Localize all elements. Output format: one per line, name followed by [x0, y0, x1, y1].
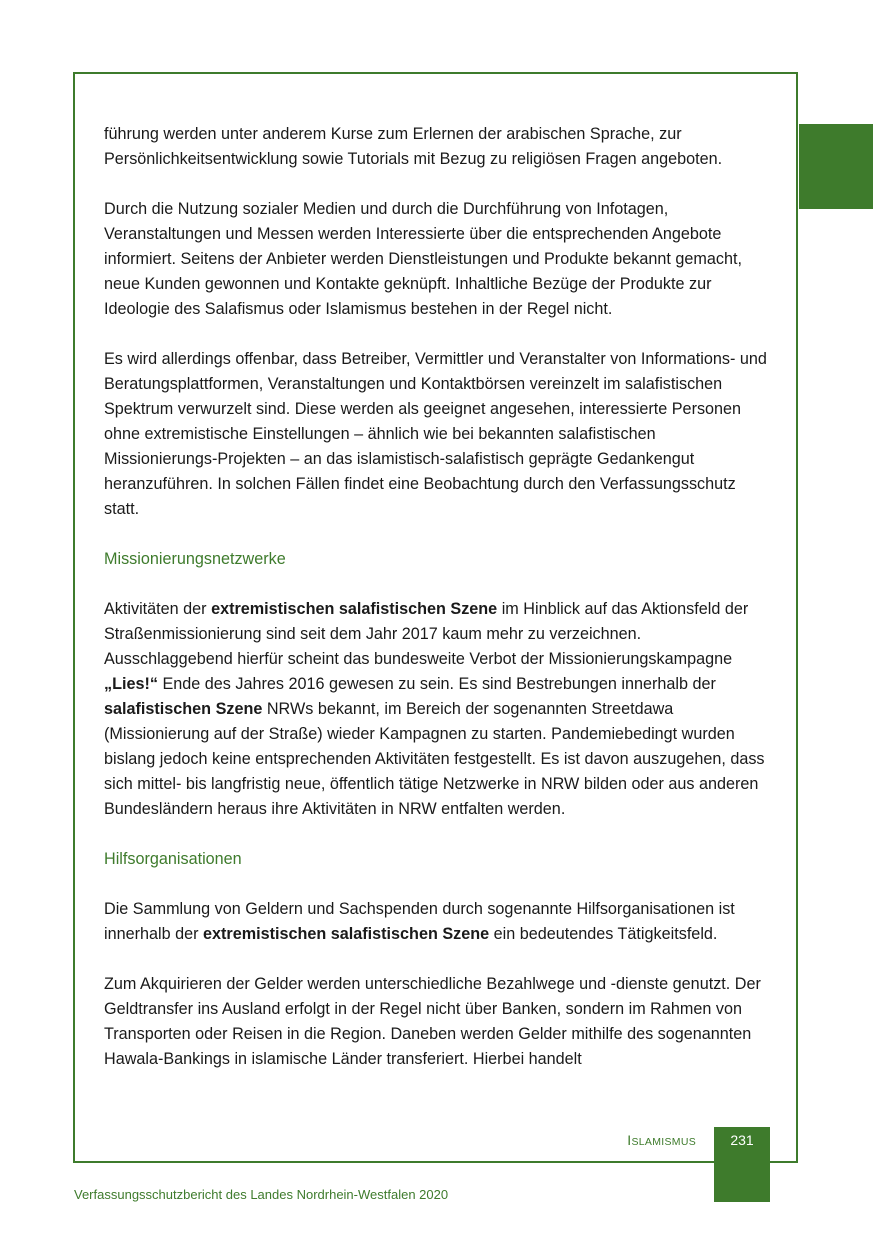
section-label [560, 1131, 696, 1151]
text-run: Die Sammlung von Geldern und Sachspenden durch sogenannte Hilfsorganisationen ist innerhalb der [104, 900, 735, 943]
paragraph-2: Durch die Nutzung sozialer Medien und durch die Durchführung von Infotagen, Veranstaltungen und Messen werden Interessierte über die entsprechenden Angebote informiert. Seitens der Anbieter werden Dienstleistungen und Produkte bekannt gemacht, neue Kunden gewonnen und Kontakte geknüpft. Inhaltliche Bezüge der Produkte zur Ideologie des Salafismus oder Islamismus bestehen in der Regel nicht. [104, 200, 742, 318]
bold-term: salafistischen Szene [104, 700, 263, 718]
bold-term: extremistischen salafistischen Szene [211, 600, 498, 618]
paragraph-1: führung werden unter anderem Kurse zum Erlernen der arabischen Sprache, zur Persönlichkeitsentwicklung sowie Tutorials mit Bezug zu religiösen Fragen angeboten. [104, 125, 723, 168]
chapter-tab-marker [799, 124, 873, 209]
text-run: im Hinblick auf das Aktionsfeld der Straßenmissionierung sind seit dem Jahr 2017 kaum mehr zu verzeichnen. Ausschlaggebend hierfür scheint das bundesweite Verbot der Missionierungskampagne [104, 600, 749, 668]
page-number: 231 [730, 1132, 754, 1148]
page-number-box [714, 1127, 770, 1202]
text-run: ein bedeutendes Tätigkeitsfeld. [489, 925, 718, 943]
text-run: Aktivitäten der [104, 600, 212, 618]
paragraph-4 [104, 597, 772, 822]
section-label-initial: I [627, 1132, 632, 1148]
bold-term: „Lies!“ [104, 675, 158, 693]
footer-title: Verfassungsschutzbericht des Landes Nordrhein-Westfalen 2020 [74, 1187, 449, 1202]
paragraph-6: Zum Akquirieren der Gelder werden unterschiedliche Bezahlwege und -dienste genutzt. Der Geldtransfer ins Ausland erfolgt in der Regel nicht über Banken, sondern im Rahmen von Transporten oder Reisen in die Region. Daneben werden Gelder mithilfe des sogenannten Hawala-Bankings in islamische Länder transferiert. Hierbei handelt [104, 975, 761, 1068]
bold-term: extremistischen salafistischen Szene [203, 925, 490, 943]
paragraph-5 [104, 897, 772, 947]
subheading-missionierungsnetzwerke: Missionierungsnetzwerke [104, 550, 286, 568]
subheading-hilfsorganisationen: Hilfsorganisationen [104, 850, 242, 868]
paragraph-3: Es wird allerdings offenbar, dass Betreiber, Vermittler und Veranstalter von Informations- und Beratungsplattformen, Veranstaltungen und Kontaktbörsen vereinzelt im salafistischen Spektrum verwurzelt sind. Diese werden als geeignet angesehen, interessierte Personen ohne extremistische Einstellungen – ähnlich wie bei bekannten salafistischen Missionierungs-Projekten – an das islamistisch-salafistisch geprägte Gedankengut heranzuführen. In solchen Fällen findet eine Beobachtung durch den Verfassungsschutz statt. [104, 350, 767, 518]
text-run: NRWs bekannt, im Bereich der sogenannten Streetdawa (Missionierung auf der Straße) wieder Kampagnen zu starten. Pandemiebedingt wurden bislang jedoch keine entsprechenden Aktivitäten festgestellt. Es ist davon auszugehen, dass sich mittel- bis langfristig neue, öffentlich tätige Netzwerke in NRW bilden oder aus anderen Bundesländern heraus ihre Aktivitäten in NRW entfalten werden. [104, 700, 765, 818]
text-run: Ende des Jahres 2016 gewesen zu sein. Es sind Bestrebungen innerhalb der [157, 675, 716, 693]
section-label-text [627, 1133, 696, 1148]
body-text [104, 122, 772, 1072]
section-label-rest: SLAMISMUS [631, 1136, 696, 1148]
